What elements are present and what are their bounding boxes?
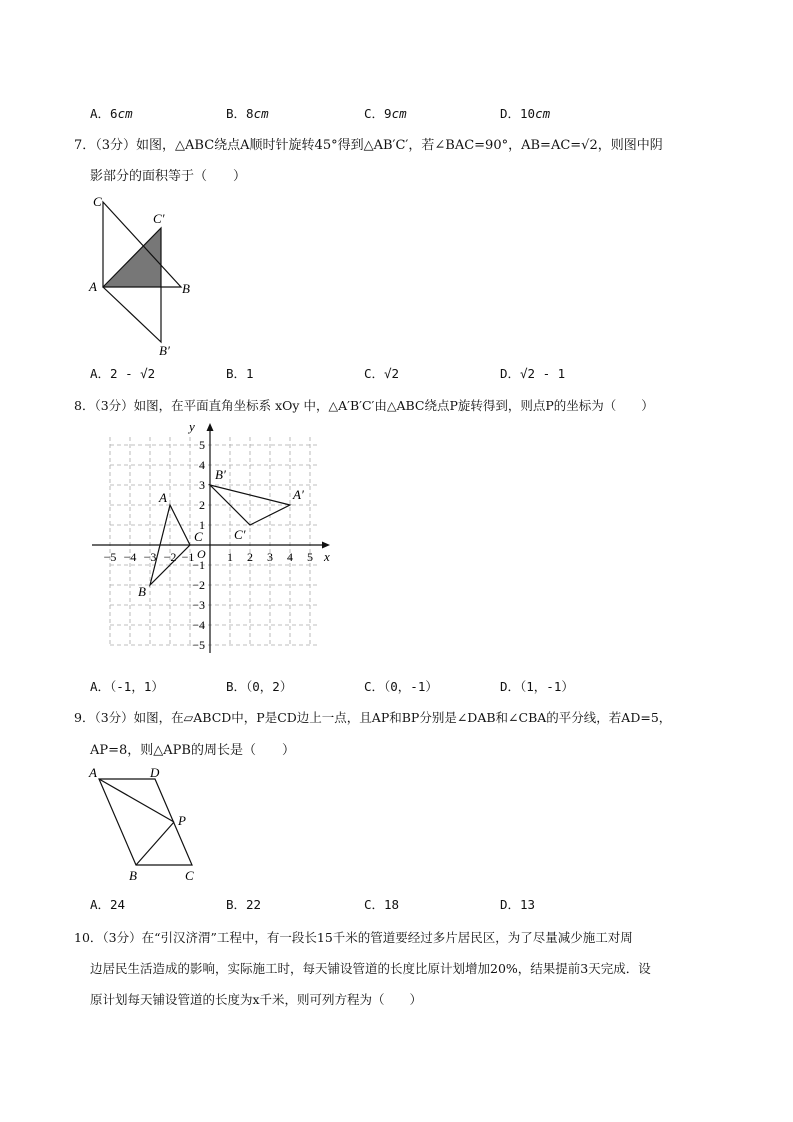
q9-option-a: A．24	[90, 897, 126, 912]
q9-label-p: P	[178, 813, 186, 828]
q8-label-b: B	[138, 584, 146, 599]
q8-x-tick: −1	[181, 550, 195, 564]
q10-stem-line2: 边居民生活造成的影响，实际施工时，每天铺设管道的长度比原计划增加20%，结果提前3天完成．设	[90, 961, 651, 976]
q8-label-c-prime: C′	[234, 527, 246, 542]
q8-x-tick: −3	[143, 550, 157, 564]
q7-option-d: D．√2 - 1	[500, 366, 566, 381]
q8-y-arrow	[207, 423, 214, 431]
q8-y-tick: 5	[199, 438, 205, 452]
q7-option-b: B．1	[226, 366, 254, 381]
q9-label-a: A	[89, 765, 97, 780]
q7-figure	[85, 190, 205, 360]
q9-figure	[85, 762, 215, 887]
q7-stem-line2: 影部分的面积等于（ ）	[90, 169, 247, 184]
q8-y-tick: 4	[199, 458, 205, 472]
q6-option-c: C．9cm	[364, 106, 407, 121]
q8-label-y: y	[189, 419, 195, 434]
q8-y-tick: −3	[192, 598, 205, 612]
q8-x-tick: −4	[123, 550, 137, 564]
q9-segment-ap	[99, 779, 174, 822]
q8-stem-line1: 8．（3分）如图，在平面直角坐标系 xOy 中，△A′B′C′由△ABC绕点P旋转得到，则点P的坐标为（ ）	[74, 398, 654, 413]
q8-y-tick: −1	[192, 558, 205, 572]
q8-x-tick: 3	[267, 550, 273, 564]
q9-label-d: D	[150, 765, 160, 780]
q7-option-c: C．√2	[364, 366, 400, 381]
q8-option-c: C．（0，-1）	[364, 679, 438, 694]
q8-x-tick: −5	[103, 550, 117, 564]
q8-option-b: B．（0，2）	[226, 679, 293, 694]
q8-x-ticks	[104, 550, 313, 564]
q8-label-x: x	[324, 549, 330, 564]
q9-stem-line1: 9．（3分）如图，在▱ABCD中，P是CD边上一点，且AP和BP分别是∠DAB和∠CBA的平分线，若AD=5，	[74, 710, 672, 725]
q9-label-c: C	[185, 868, 194, 883]
q8-x-tick: 4	[287, 550, 293, 564]
q6-option-d: D．10cm	[500, 106, 551, 121]
q8-label-b-prime: B′	[215, 467, 226, 482]
q7-stem-line1: 7．（3分）如图，△ABC绕点A顺时针旋转45°得到△AB′C′，若∠BAC=90°，AB=AC=√2，则图中阴	[74, 138, 663, 153]
q7-label-b-prime: B′	[159, 343, 170, 358]
q8-x-tick: 2	[247, 550, 253, 564]
q6-option-b: B．8cm	[226, 106, 269, 121]
q8-y-tick: −2	[192, 578, 205, 592]
q8-option-d: D．（1，-1）	[500, 679, 574, 694]
q9-label-b: B	[129, 868, 137, 883]
q8-label-origin: O	[197, 547, 206, 561]
q7-option-a: A．2 - √2	[90, 366, 156, 381]
q8-label-a-prime: A′	[293, 487, 304, 502]
q9-option-b: B．22	[226, 897, 262, 912]
q9-stem-line2: AP=8，则△APB的周长是（ ）	[90, 743, 295, 758]
q9-option-c: C．18	[364, 897, 400, 912]
q8-x-tick: 5	[307, 550, 313, 564]
q8-y-tick: 2	[199, 498, 205, 512]
q10-stem-line3: 原计划每天铺设管道的长度为x千米，则可列方程为（ ）	[90, 992, 423, 1007]
q8-x-arrow	[322, 542, 330, 549]
q8-figure	[88, 415, 338, 665]
q6-option-a: A．6cm	[90, 106, 133, 121]
q8-option-a: A．（-1，1）	[90, 679, 164, 694]
q7-label-c: C	[93, 194, 102, 209]
q8-label-c: C	[194, 529, 203, 544]
q8-x-tick: −2	[163, 550, 177, 564]
q10-stem-line1: 10．（3分）在“引汉济渭”工程中，有一段长15千米的管道要经过多片居民区，为了尽量减少施工对周	[74, 930, 633, 945]
q7-label-c-prime: C′	[153, 211, 165, 226]
q8-y-tick: −4	[192, 618, 205, 632]
q9-option-d: D．13	[500, 897, 536, 912]
q8-x-tick: 1	[227, 550, 233, 564]
q8-y-tick: 1	[199, 518, 205, 532]
q9-segment-bp	[136, 822, 174, 865]
q8-y-tick: 3	[199, 478, 205, 492]
q8-y-tick: −5	[192, 638, 205, 652]
q7-label-a: A	[89, 279, 97, 294]
q7-label-b: B	[182, 281, 190, 296]
q8-label-a: A	[159, 490, 167, 505]
